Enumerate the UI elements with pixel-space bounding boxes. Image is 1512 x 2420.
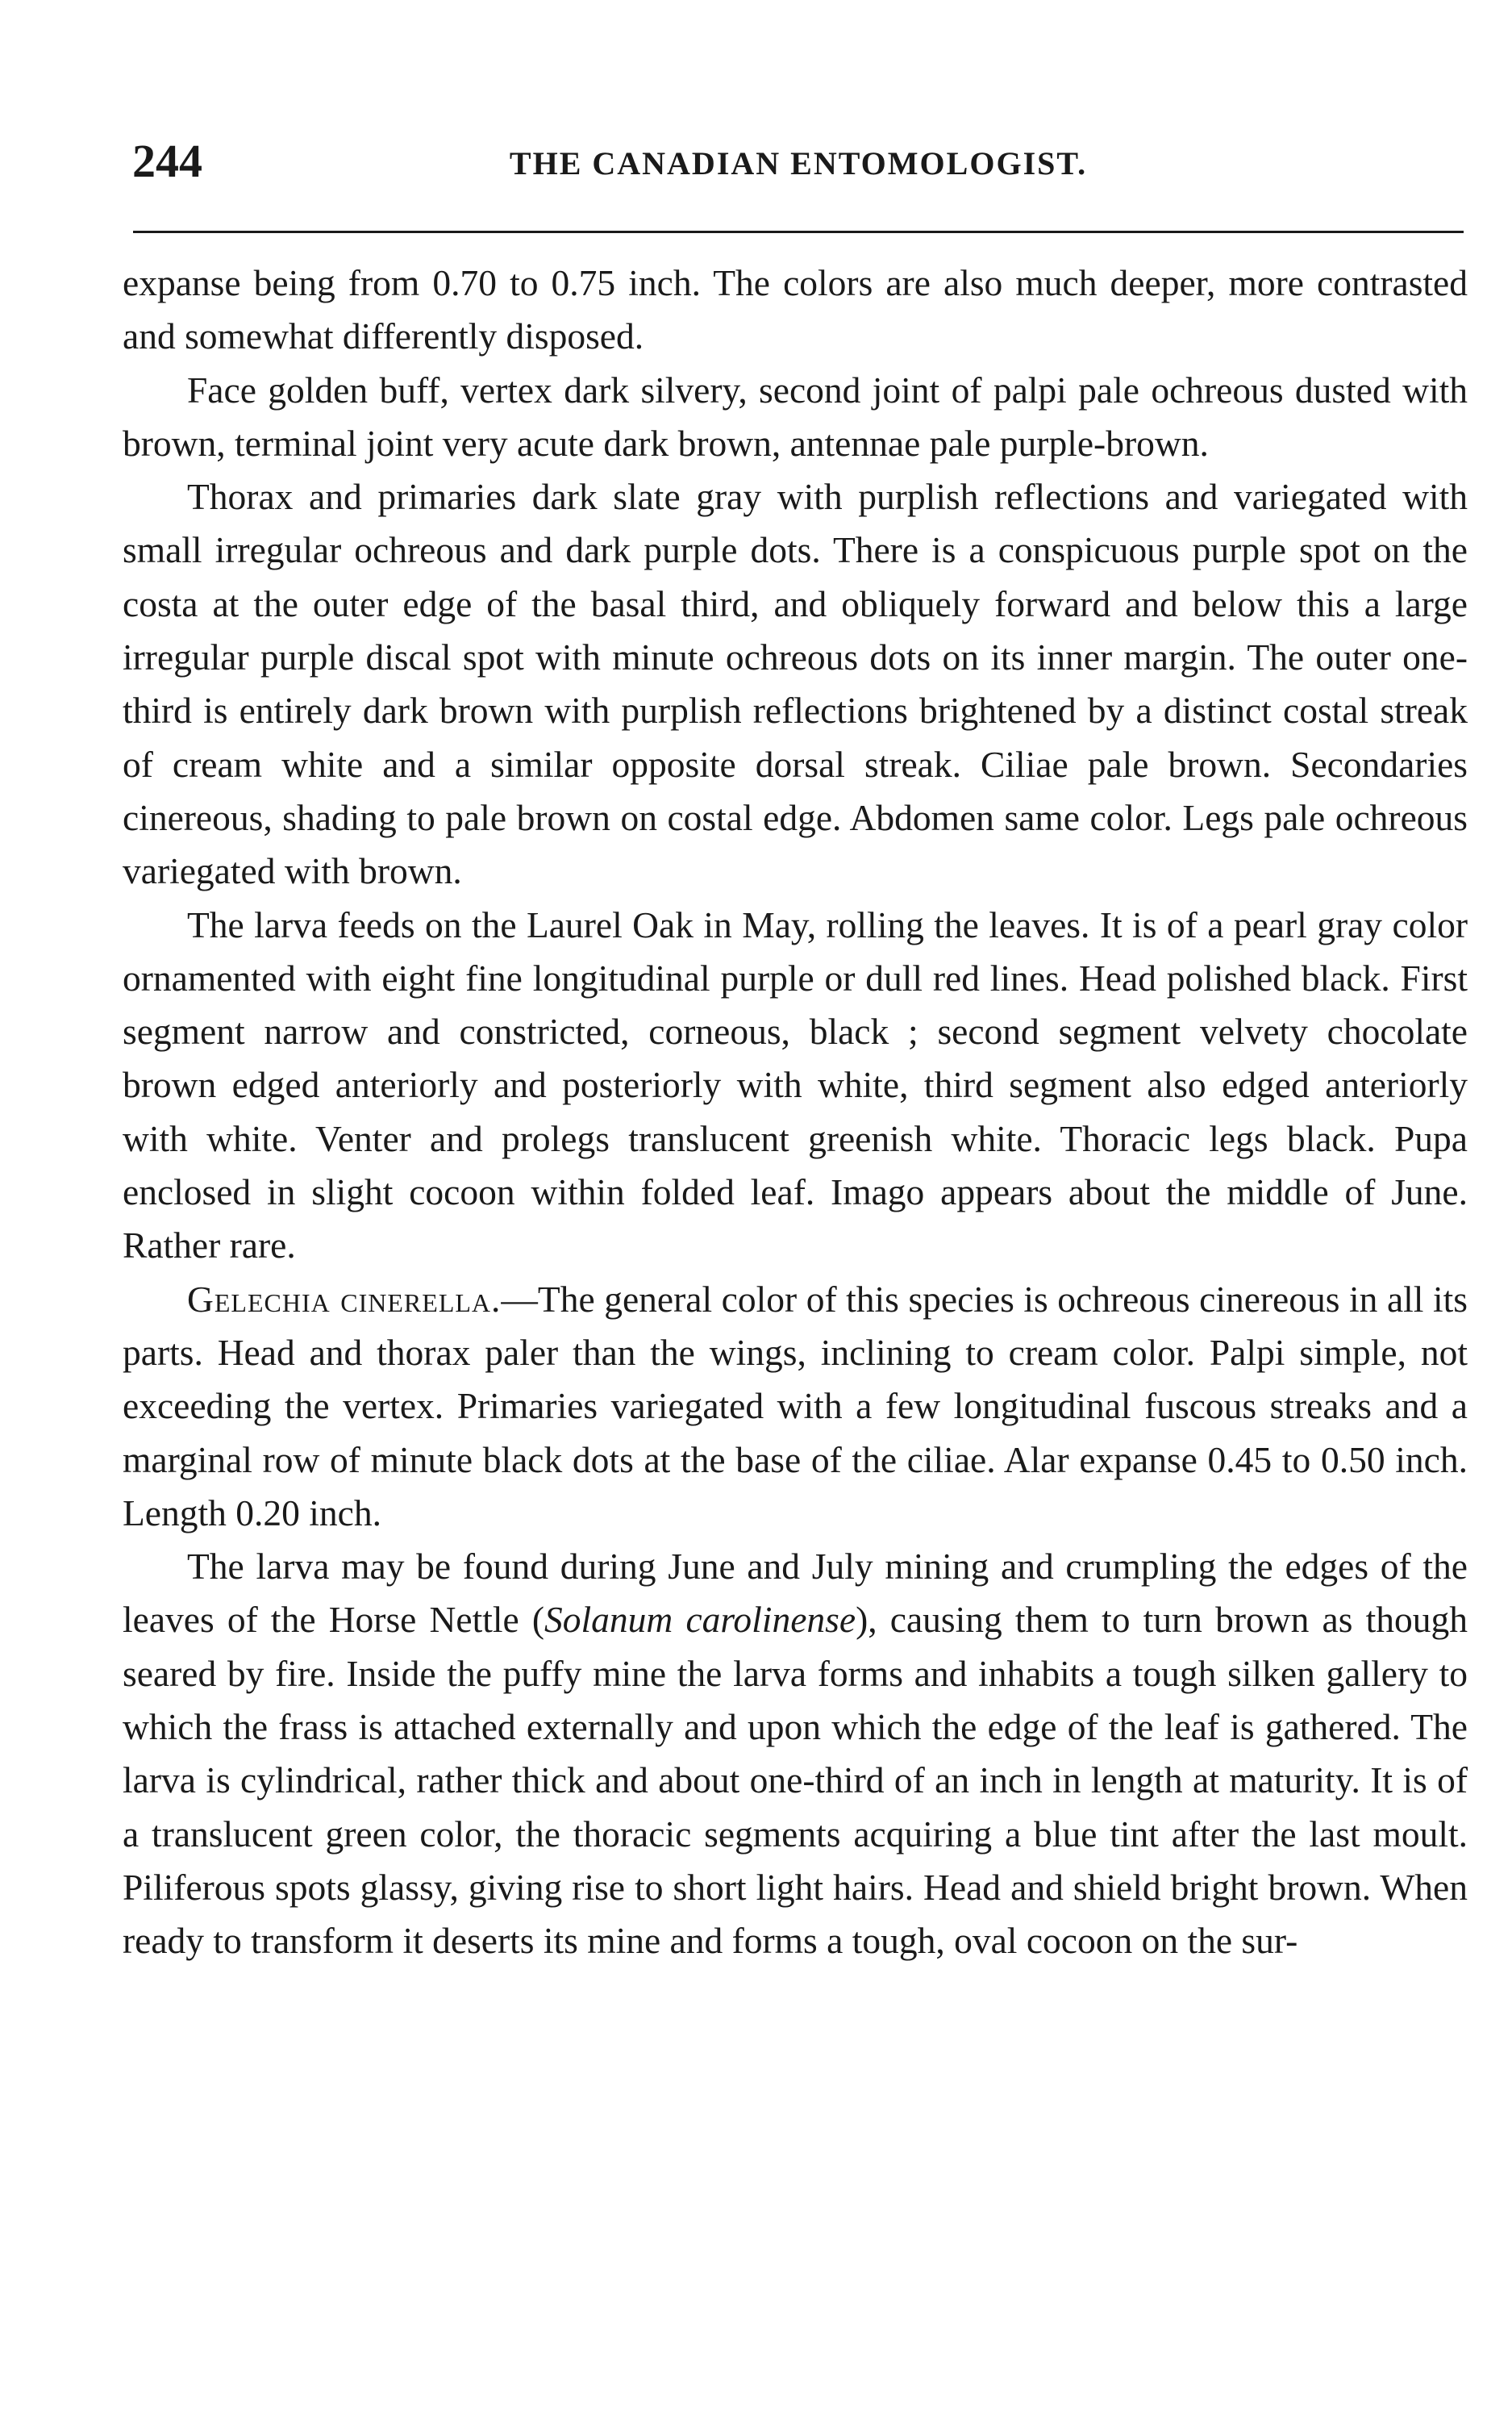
- paragraph-text-start: The larva may be found during June and July mining and crumpling the edges of the leaves of the Horse Nettle (: [123, 1546, 1468, 1641]
- paragraph-thorax: Thorax and primaries dark slate gray with purplish reflections and variegated with small irregular ochreous and dark purple dots. There is a conspicuous purple spot on the costa at the outer edge of the basal third, and obliquely forward and below this a large irregular purple discal spot with minute ochreous dots on its inner margin. The outer one-third is entirely dark brown with purplish reflections brightened by a distinct costal streak of cream white and a similar opposite dorsal streak. Ciliae pale brown. Secondaries cinereous, shading to pale brown on costal edge. Abdomen same color. Legs pale ochreous variegated with brown.: [123, 476, 1468, 892]
- species-name: Gelechia cinerella.: [187, 1278, 502, 1320]
- paragraph-continuation: expanse being from 0.70 to 0.75 inch. The colors are also much deeper, more contrasted and somewhat differently disposed.: [123, 262, 1468, 357]
- latin-name: Solanum carolinense: [544, 1599, 856, 1641]
- paragraph-gelechia-cinerella: [123, 1273, 1468, 1540]
- page-number: 244: [132, 135, 202, 187]
- paragraph-larva-horse-nettle: [123, 1540, 1468, 1967]
- body-text: [123, 257, 1468, 1968]
- page-header: [129, 129, 1468, 194]
- running-head: THE CANADIAN ENTOMOLOGIST.: [509, 145, 1088, 182]
- paragraph-text-end: ), causing them to turn brown as though seared by fire. Inside the puffy mine the larva forms and inhabits a tough silken gallery to which the frass is attached externally and upon which the edge of the leaf is gathered. The larva is cylindrical, rather thick and about one-third of an inch in length at maturity. It is of a translucent green color, the thoracic segments acquiring a blue tint after the last moult. Piliferous spots glassy, giving rise to short light hairs. Head and shield bright brown. When ready to transform it deserts its mine and forms a tough, oval cocoon on the sur-: [123, 1599, 1468, 1962]
- species-description: —The general color of this species is ochreous cinereous in all its parts. Head and thorax paler than the wings, inclining to cream color. Palpi simple, not exceeding the vertex. Primaries variegated with a few longitudinal fuscous streaks and a marginal row of minute black dots at the base of the ciliae. Alar expanse 0.45 to 0.50 inch. Length 0.20 inch.: [123, 1278, 1468, 1533]
- paragraph-larva-laurel-oak: The larva feeds on the Laurel Oak in May, rolling the leaves. It is of a pearl gray color ornamented with eight fine longitudinal purple or dull red lines. Head polished black. First segment narrow and constricted, corneous, black ; second segment velvety chocolate brown edged anteriorly and posteriorly with white, third segment also edged anteriorly with white. Venter and prolegs translucent greenish white. Thoracic legs black. Pupa enclosed in slight cocoon within folded leaf. Imago appears about the middle of June. Rather rare.: [123, 903, 1468, 1266]
- header-rule: [133, 231, 1464, 233]
- paragraph-face: Face golden buff, vertex dark silvery, second joint of palpi pale ochreous dusted with brown, terminal joint very acute dark brown, antennae pale purple-brown.: [123, 369, 1468, 464]
